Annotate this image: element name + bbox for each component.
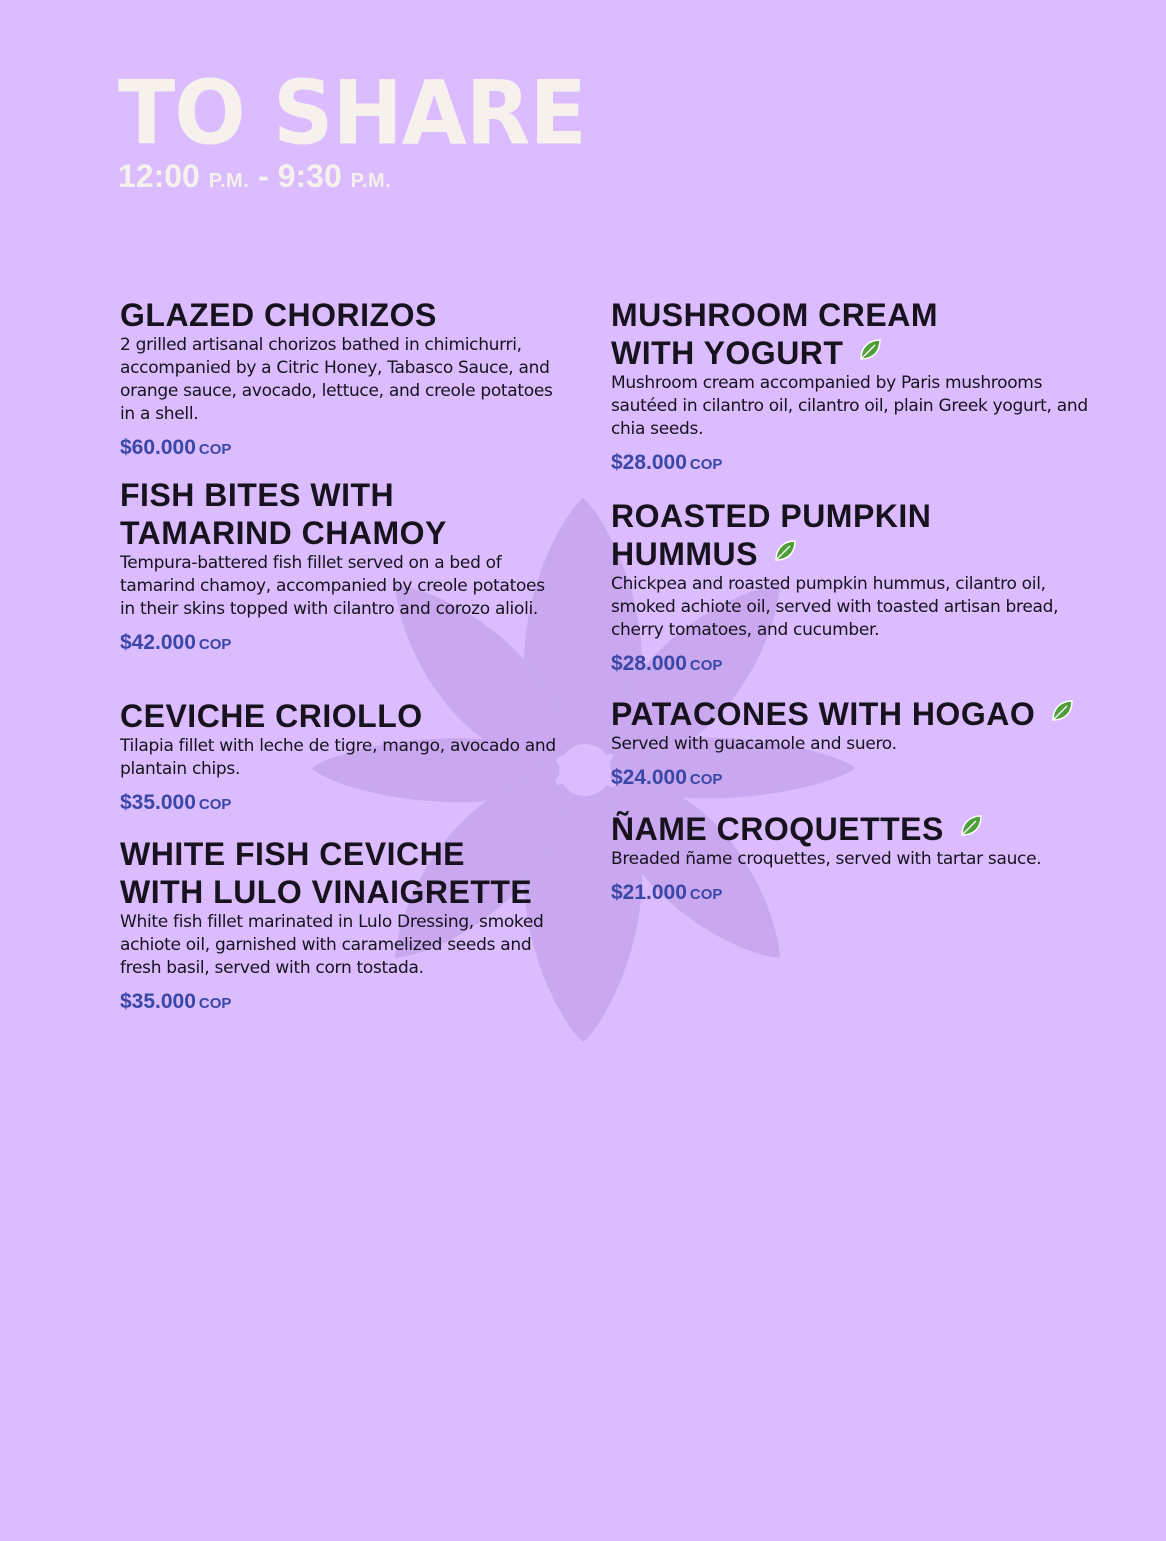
item-description: Mushroom cream accompanied by Paris mushrooms sautéed in cilantro oil, cilantro oil, plain Greek yogurt, and chia seeds. (611, 373, 1088, 439)
item-description: Tempura-battered fish fillet served on a bed of tamarind chamoy, accompanied by creole potatoes in their skins topped with cilantro and corozo alioli. (120, 553, 545, 619)
menu-item-fish-bites (120, 476, 560, 655)
item-price: $28.000 COP (611, 451, 723, 474)
menu-header (118, 61, 586, 195)
item-price: $28.000 COP (611, 652, 723, 675)
hours-start: 12:00 (118, 158, 200, 194)
item-description: 2 grilled artisanal chorizos bathed in chimichurri, accompanied by a Citric Honey, Tabasco Sauce, and orange sauce, avocado, lettuce, and creole potatoes in a shell. (120, 335, 553, 424)
item-price: $60.000 COP (120, 436, 232, 459)
item-price: $35.000 COP (120, 791, 232, 814)
leaf-icon (772, 538, 798, 564)
menu-item-glazed-chorizos (120, 296, 560, 460)
menu-item-patacones (611, 695, 1091, 790)
currency-label: COP (689, 771, 723, 788)
item-price: $35.000 COP (120, 990, 232, 1013)
currency-label: COP (198, 995, 232, 1012)
item-description: Tilapia fillet with leche de tigre, mango, avocado and plantain chips. (120, 736, 556, 779)
item-name: MUSHROOM CREAM WITH YOGURT (611, 297, 938, 371)
item-name: FISH BITES WITH TAMARIND CHAMOY (120, 477, 447, 551)
menu-item-mushroom-cream (611, 296, 1091, 475)
item-description: Chickpea and roasted pumpkin hummus, cilantro oil, smoked achiote oil, served with toasted artisan bread, cherry tomatoes, and cucumber. (611, 574, 1059, 640)
currency-label: COP (198, 796, 232, 813)
currency-label: COP (198, 636, 232, 653)
item-name: ROASTED PUMPKIN HUMMUS (611, 498, 932, 572)
menu-item-white-fish-ceviche (120, 835, 560, 1014)
item-name: ÑAME CROQUETTES (611, 810, 1091, 848)
currency-label: COP (689, 886, 723, 903)
currency-label: COP (689, 657, 723, 674)
item-description: Served with guacamole and suero. (611, 734, 897, 754)
leaf-icon (1049, 698, 1075, 724)
menu-item-name-croquettes (611, 810, 1091, 905)
hours-end-suffix: P.M. (350, 170, 392, 192)
item-price: $21.000 COP (611, 881, 723, 904)
menu-item-ceviche-criollo (120, 697, 560, 815)
item-name: CEVICHE CRIOLLO (120, 698, 423, 734)
currency-label: COP (689, 456, 723, 473)
section-title: TO SHARE (118, 61, 586, 165)
item-price: $24.000 COP (611, 766, 723, 789)
item-price: $42.000 COP (120, 631, 232, 654)
item-description: White fish fillet marinated in Lulo Dressing, smoked achiote oil, garnished with caramelized seeds and fresh basil, served with corn tostada. (120, 912, 544, 978)
hours-start-suffix: P.M. (208, 170, 250, 192)
leaf-icon (958, 813, 984, 839)
menu-item-pumpkin-hummus (611, 497, 1091, 676)
item-description: Breaded ñame croquettes, served with tartar sauce. (611, 849, 1042, 869)
item-name: WHITE FISH CEVICHE WITH LULO VINAIGRETTE (120, 836, 533, 910)
leaf-icon (857, 337, 883, 363)
item-name: PATACONES WITH HOGAO (611, 695, 1091, 733)
hours-separator: - (249, 158, 278, 194)
hours-end: 9:30 (277, 158, 342, 194)
item-name: GLAZED CHORIZOS (120, 297, 437, 333)
currency-label: COP (198, 441, 232, 458)
